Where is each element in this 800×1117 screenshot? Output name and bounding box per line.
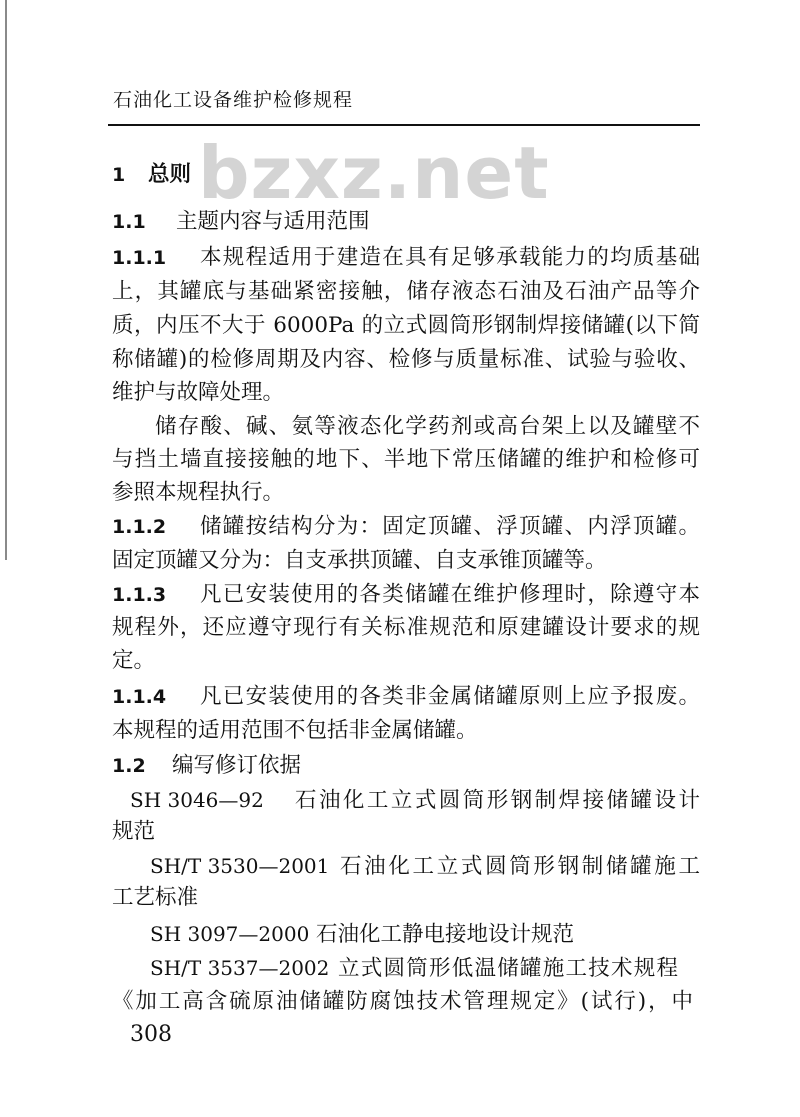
reference-code: SH/T 3537—2002 [150,956,330,980]
chapter-title: 总则 [148,162,192,187]
text-line: 储罐按结构分为：固定顶罐、浮顶罐、内浮顶罐。 [200,514,700,539]
text-line-content: 维护与故障处理。 [112,380,285,405]
text-line: 本规程适用于建造在具有足够承载能力的均质基础 [200,245,700,270]
section-number: 1.2 [112,755,146,777]
reference-title: 石油化工立式圆筒形钢制焊接储罐设计 [295,788,700,813]
clause-1-1-3 [112,580,700,610]
text-line: 凡已安装使用的各类非金属储罐原则上应予报废。 [200,684,700,709]
page-number: 308 [130,1022,172,1047]
watermark: bzxz.net [198,131,550,215]
reference-title: 石油化工立式圆筒形钢制储罐施工 [340,854,700,879]
binding-edge-line [5,0,7,560]
section-number: 1.1 [112,211,146,233]
text-line-content: 参照本规程执行。 [112,480,285,505]
text-line-content: 《加工高含硫原油储罐防腐蚀技术管理规定》(试行)，中 [112,989,693,1014]
text-line [112,311,700,341]
text-line-content: 与挡土墙直接接触的地下、半地下常压储罐的维护和检修可 [112,447,700,472]
text-line [112,646,700,676]
running-header: 石油化工设备维护检修规程 [113,89,354,111]
reference-code: SH/T 3530—2001 [150,854,330,878]
clause-number: 1.1.1 [112,247,167,269]
reference-title: 石油化工静电接地设计规范 [316,922,575,947]
text-line-content: 上，其罐底与基础紧密接触，储存液态石油及石油产品等介 [112,279,700,304]
text-line [112,613,700,643]
chapter-heading [112,160,312,190]
reference-item [150,953,678,983]
clause-number: 1.1.4 [112,686,167,708]
clause-1-1-1 [112,243,700,273]
reference-item [130,785,700,815]
text-line-content: 储存酸、碱、氨等液态化学药剂或高台架上以及罐壁不 [155,414,700,439]
reference-title-continued: 规范 [112,819,156,844]
reference-item [150,919,700,949]
text-line [112,445,700,475]
text-line: 凡已安装使用的各类储罐在维护修理时，除遵守本 [200,582,700,607]
text-line [112,546,700,576]
section-title: 编写修订依据 [172,753,302,778]
text-line-content: 定。 [112,648,156,673]
text-line-content: 本规程的适用范围不包括非金属储罐。 [112,718,478,743]
text-line [112,817,412,847]
reference-code: SH 3097—2000 [150,922,310,946]
text-line [112,345,700,375]
text-line [112,277,700,307]
section-heading-1-2 [112,751,512,781]
text-line-content: 称储罐)的检修周期及内容、检修与质量标准、试验与验收、 [112,347,700,372]
header-rule [108,124,700,126]
text-line [112,987,693,1017]
clause-number: 1.1.3 [112,584,167,606]
clause-1-1-2 [112,512,700,542]
clause-1-1-4 [112,682,700,712]
text-line [112,716,700,746]
text-line-content: 固定顶罐又分为：自支承拱顶罐、自支承锥顶罐等。 [112,548,607,573]
text-line-content: 质，内压不大于 6000Pa 的立式圆筒形钢制焊接储罐(以下简 [112,313,700,338]
section-title: 主题内容与适用范围 [176,209,370,234]
chapter-number: 1 [112,164,126,186]
reference-code: SH 3046—92 [130,788,264,812]
text-line [112,883,412,913]
reference-item [150,851,700,881]
reference-title: 立式圆筒形低温储罐施工技术规程 [338,956,678,981]
reference-title-continued: 工艺标准 [112,885,199,910]
section-heading-1-1 [112,207,512,237]
text-line [112,378,700,408]
text-line [155,412,700,442]
clause-number: 1.1.2 [112,516,167,538]
text-line [112,478,700,508]
text-line-content: 规程外，还应遵守现行有关标准规范和原建罐设计要求的规 [112,615,700,640]
